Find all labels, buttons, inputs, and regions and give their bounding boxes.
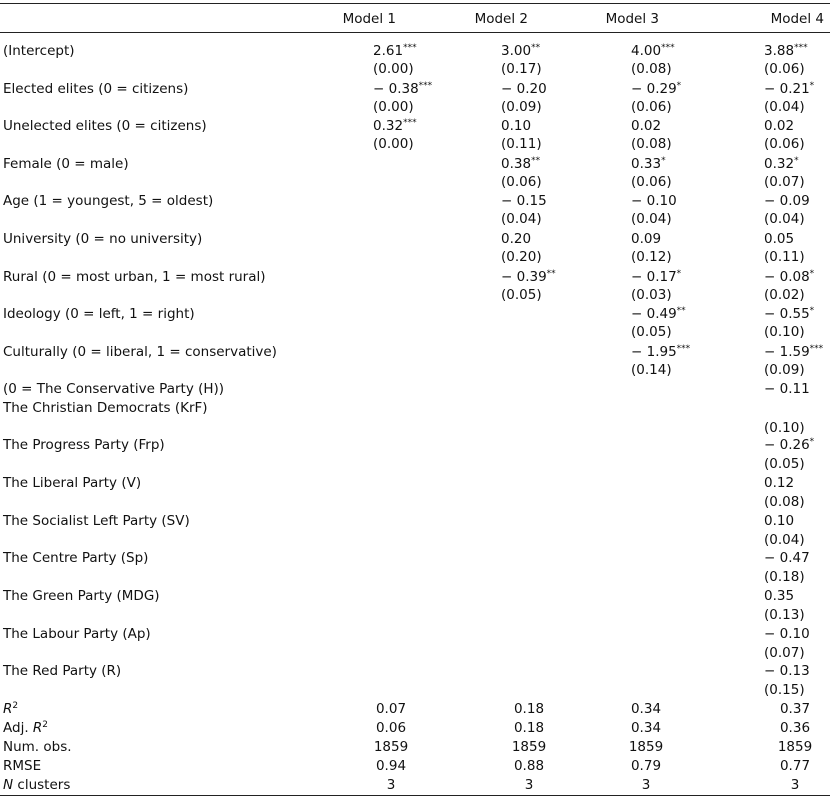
significance-stars: * — [809, 306, 815, 317]
coef-value: 0.05 — [764, 231, 795, 247]
row-label: Elected elites (0 = citizens) — [3, 80, 189, 97]
stat-value: 0.77 — [779, 758, 811, 774]
stat-value: 0.94 — [375, 758, 407, 774]
stat-value: 3 — [790, 777, 800, 793]
stat-value: 1859 — [373, 739, 409, 755]
row-label: Female (0 = male) — [3, 155, 129, 172]
bottom-rule — [0, 795, 830, 796]
std-error: (0.08) — [631, 136, 672, 153]
coef-cell — [764, 381, 810, 397]
row-label: Culturally (0 = liberal, 1 = conservative) — [3, 343, 277, 360]
coef-value: 0.32 — [373, 118, 404, 135]
coef-value: − 0.17 — [631, 268, 677, 285]
coef-cell — [631, 81, 681, 97]
stat-value: 0.37 — [779, 701, 811, 717]
stat-superscript: 2 — [42, 720, 49, 730]
stat-label-text: N clusters — [3, 777, 71, 793]
party-label: The Progress Party (Frp) — [3, 437, 165, 453]
coef-cell — [373, 118, 417, 134]
coef-value: 3.00 — [501, 43, 532, 59]
stat-value: 0.88 — [513, 758, 545, 774]
coef-cell — [631, 306, 686, 322]
std-error: (0.07) — [764, 173, 805, 190]
coef-value: 0.12 — [764, 475, 795, 491]
party-label: The Socialist Left Party (SV) — [3, 513, 190, 529]
std-error: (0.08) — [764, 494, 805, 510]
row-label: University (0 = no university) — [3, 231, 203, 247]
coef-cell — [631, 344, 690, 360]
std-error: (0.10) — [764, 324, 805, 341]
coef-value: − 0.09 — [764, 193, 810, 210]
coef-cell — [631, 156, 666, 172]
coef-value: 0.02 — [631, 118, 662, 135]
coef-value: 0.02 — [764, 118, 795, 135]
significance-stars: *** — [676, 343, 691, 354]
std-error: (0.13) — [764, 607, 805, 623]
coef-cell — [764, 231, 794, 247]
std-error: (0.04) — [501, 211, 542, 228]
row-label: Unelected elites (0 = citizens) — [3, 118, 207, 135]
std-error: (0.00) — [373, 61, 414, 77]
coef-cell — [764, 118, 794, 134]
header-model-2: Model 2 — [474, 11, 528, 27]
significance-stars: * — [794, 155, 799, 166]
coef-cell — [501, 156, 540, 172]
coef-value: − 0.49 — [631, 306, 677, 323]
significance-stars: *** — [794, 43, 808, 53]
std-error: (0.11) — [764, 249, 805, 265]
std-error: (0.04) — [764, 532, 805, 548]
significance-stars: * — [809, 268, 815, 279]
stat-value: 0.79 — [630, 758, 662, 774]
coef-cell — [501, 118, 531, 134]
stat-value: 0.34 — [630, 701, 662, 717]
row-label: (Intercept) — [3, 43, 75, 59]
std-error: (0.05) — [764, 456, 805, 472]
top-rule — [0, 3, 830, 4]
significance-stars: *** — [661, 43, 675, 53]
coef-cell — [764, 663, 810, 679]
coef-cell — [373, 81, 432, 97]
party-reference-note: (0 = The Conservative Party (H)) — [3, 381, 225, 397]
coef-cell — [501, 193, 547, 209]
coef-cell — [764, 588, 794, 604]
std-error: (0.04) — [631, 211, 672, 228]
party-label: The Red Party (R) — [3, 663, 122, 679]
coef-value: − 0.39 — [501, 268, 547, 285]
stat-label — [3, 739, 72, 755]
coef-cell — [764, 475, 794, 491]
coef-cell — [501, 269, 556, 285]
coef-value: 2.61 — [373, 43, 404, 59]
coef-value: − 0.38 — [373, 80, 419, 97]
coef-value: − 1.95 — [631, 343, 677, 360]
coef-value: 0.10 — [501, 118, 532, 135]
std-error: (0.12) — [631, 249, 672, 265]
significance-stars: * — [809, 437, 815, 447]
stat-label — [3, 777, 70, 793]
std-error: (0.00) — [373, 98, 414, 115]
coef-cell — [631, 231, 661, 247]
coef-cell — [501, 43, 540, 59]
coef-cell — [764, 43, 808, 59]
std-error: (0.18) — [764, 569, 805, 585]
stat-value: 0.18 — [513, 720, 545, 736]
coef-value: − 0.26 — [764, 437, 810, 453]
std-error: (0.09) — [764, 361, 805, 378]
coef-cell — [764, 193, 810, 209]
std-error: (0.06) — [631, 173, 672, 190]
std-error: (0.14) — [631, 361, 672, 378]
stat-value: 0.34 — [630, 720, 662, 736]
std-error: (0.04) — [764, 211, 805, 228]
coef-value: − 0.55 — [764, 306, 810, 323]
significance-stars: * — [661, 155, 666, 166]
std-error: (0.02) — [764, 286, 805, 303]
header-model-1: Model 1 — [342, 11, 396, 27]
stat-value: 1859 — [628, 739, 664, 755]
coef-cell — [631, 269, 681, 285]
stat-value: 0.06 — [375, 720, 407, 736]
coef-cell — [764, 626, 810, 642]
coef-value: 0.20 — [501, 231, 532, 247]
coef-value: 0.35 — [764, 588, 795, 604]
std-error: (0.05) — [501, 286, 542, 303]
coef-value: − 0.10 — [764, 626, 810, 642]
stat-value: 0.36 — [779, 720, 811, 736]
std-error: (0.10) — [764, 420, 805, 436]
party-label: The Green Party (MDG) — [3, 588, 160, 604]
significance-stars: *** — [403, 118, 417, 129]
stat-superscript: 2 — [12, 701, 19, 711]
stat-value: 3 — [386, 777, 396, 793]
std-error: (0.08) — [631, 61, 672, 77]
stat-value: 1859 — [511, 739, 547, 755]
header-model-3: Model 3 — [605, 11, 659, 27]
row-label: Age (1 = youngest, 5 = oldest) — [3, 193, 214, 210]
coef-cell — [764, 269, 814, 285]
significance-stars: *** — [403, 43, 417, 53]
coef-cell — [631, 43, 675, 59]
stat-value: 1859 — [777, 739, 813, 755]
coef-cell — [764, 550, 810, 566]
coef-value: − 0.08 — [764, 268, 810, 285]
significance-stars: *** — [418, 80, 433, 91]
coef-value: − 0.13 — [764, 663, 810, 679]
stat-label-text: RMSE — [3, 758, 42, 774]
coef-cell — [501, 81, 547, 97]
coef-value: 4.00 — [631, 43, 662, 59]
coef-cell — [764, 513, 794, 529]
std-error: (0.07) — [764, 645, 805, 661]
significance-stars: * — [809, 80, 815, 91]
significance-stars: * — [676, 268, 682, 279]
coef-value: 3.88 — [764, 43, 795, 59]
std-error: (0.04) — [764, 98, 805, 115]
stat-label-text: R — [3, 701, 13, 717]
coef-cell — [764, 156, 799, 172]
header-rule — [0, 32, 830, 33]
stat-value: 3 — [641, 777, 651, 793]
stat-label — [3, 720, 48, 736]
stat-label-text: Num. obs. — [3, 739, 72, 755]
coef-value: 0.09 — [631, 231, 662, 247]
significance-stars: *** — [809, 343, 824, 354]
row-label: Rural (0 = most urban, 1 = most rural) — [3, 268, 266, 285]
coef-value: 0.32 — [764, 155, 795, 172]
coef-cell — [764, 344, 823, 360]
coef-value: 0.10 — [764, 513, 795, 529]
stat-label-text: Adj. R — [3, 720, 43, 736]
coef-value: − 0.10 — [631, 193, 677, 210]
std-error: (0.03) — [631, 286, 672, 303]
significance-stars: ** — [531, 155, 541, 166]
std-error: (0.06) — [501, 173, 542, 190]
coef-cell — [631, 193, 677, 209]
party-label: The Liberal Party (V) — [3, 475, 142, 491]
coef-cell — [764, 306, 814, 322]
coef-cell — [501, 231, 531, 247]
stat-label — [3, 701, 18, 717]
coef-cell — [764, 437, 814, 453]
stat-label — [3, 758, 41, 774]
stat-value: 3 — [524, 777, 534, 793]
std-error: (0.05) — [631, 324, 672, 341]
coef-cell — [764, 81, 814, 97]
std-error: (0.06) — [764, 136, 805, 153]
significance-stars: ** — [531, 43, 541, 53]
coef-value: − 0.20 — [501, 80, 547, 97]
std-error: (0.15) — [764, 682, 805, 698]
row-label: Ideology (0 = left, 1 = right) — [3, 306, 195, 323]
coef-cell — [373, 43, 417, 59]
coef-value: − 1.59 — [764, 343, 810, 360]
std-error: (0.20) — [501, 249, 542, 265]
coef-value: − 0.47 — [764, 550, 810, 566]
coef-value: 0.33 — [631, 155, 662, 172]
coef-value: − 0.15 — [501, 193, 547, 210]
stat-value: 0.07 — [375, 701, 407, 717]
std-error: (0.06) — [631, 98, 672, 115]
significance-stars: ** — [546, 268, 556, 279]
party-label: The Christian Democrats (KrF) — [3, 400, 208, 416]
coef-value: − 0.11 — [764, 381, 810, 397]
party-label: The Labour Party (Ap) — [3, 626, 151, 642]
coef-value: − 0.29 — [631, 80, 677, 97]
coef-cell — [631, 118, 661, 134]
party-label: The Centre Party (Sp) — [3, 550, 149, 566]
std-error: (0.06) — [764, 61, 805, 77]
header-model-4: Model 4 — [770, 11, 824, 27]
std-error: (0.09) — [501, 98, 542, 115]
coef-value: − 0.21 — [764, 80, 810, 97]
significance-stars: * — [676, 80, 682, 91]
std-error: (0.11) — [501, 136, 542, 153]
stat-value: 0.18 — [513, 701, 545, 717]
coef-value: 0.38 — [501, 155, 532, 172]
std-error: (0.17) — [501, 61, 542, 77]
std-error: (0.00) — [373, 136, 414, 153]
significance-stars: ** — [676, 306, 686, 317]
